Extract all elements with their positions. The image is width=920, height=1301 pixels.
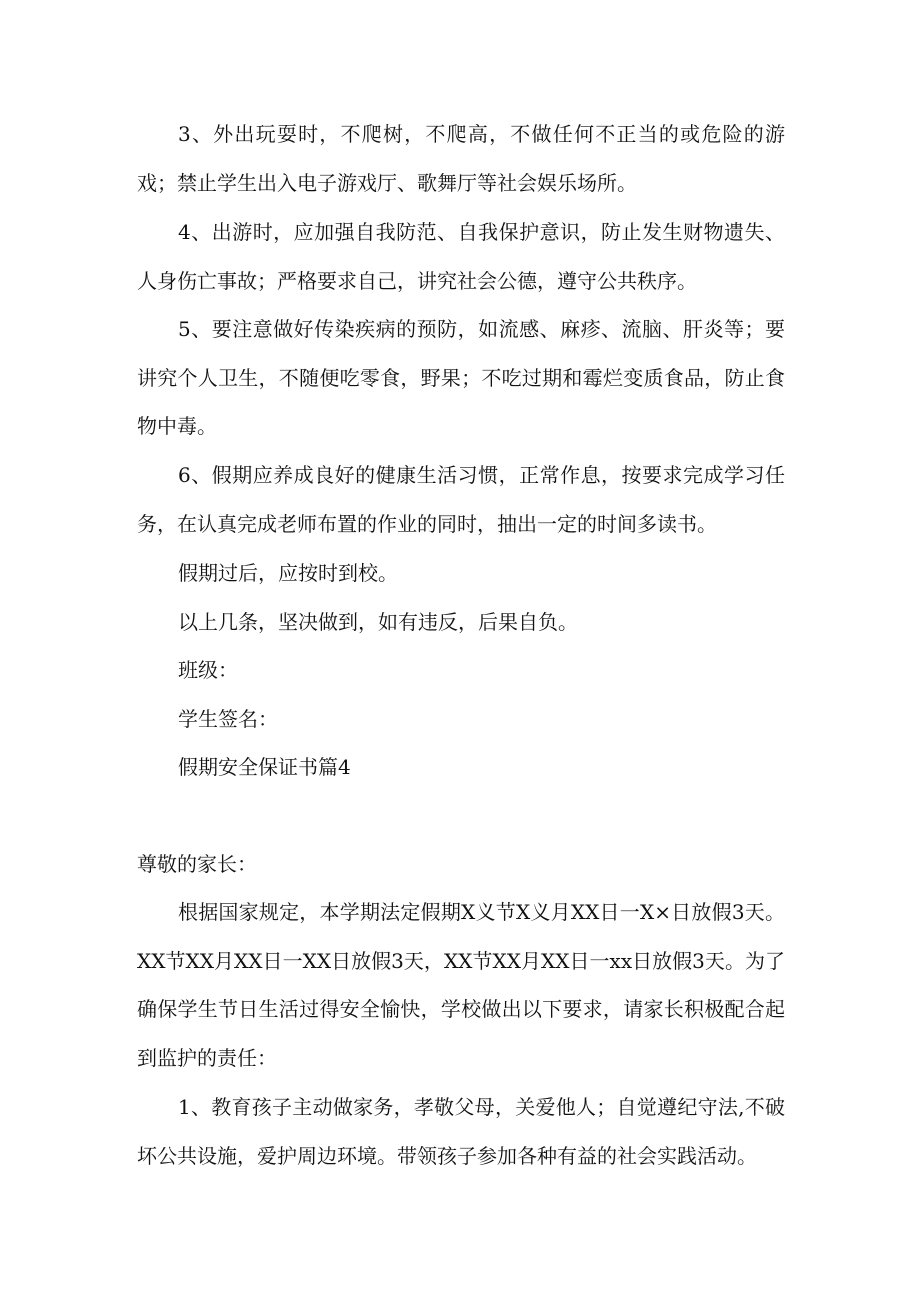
paragraph-holiday-schedule: 根据国家规定，本学期法定假期X义节X义月XX日一X×日放假3天。XX节XX月XX日一XX日放假3天，XX节XX月XX日一xx日放假3天。为了确保学生节日生活过得安全愉快，学校做出以下要求，请家长积极配合起到监护的责任：: [137, 900, 785, 1070]
class-label: 班级：: [178, 658, 238, 682]
paragraph-commitment: 以上几条，坚决做到，如有违反，后果自负。: [178, 610, 578, 634]
section-title: 假期安全保证书篇4: [178, 755, 351, 779]
salutation: 尊敬的家长：: [137, 852, 257, 876]
paragraph-return-notice: 假期过后，应按时到校。: [178, 561, 398, 585]
student-signature-label: 学生签名：: [178, 707, 278, 731]
paragraph-item-3: 3、外出玩耍时，不爬树，不爬高，不做任何不正当的或危险的游戏；禁止学生出入电子游戏厅、歌舞厅等社会娱乐场所。: [137, 122, 785, 195]
paragraph-item-5: 5、要注意做好传染疾病的预防，如流感、麻疹、流脑、肝炎等；要讲究个人卫生，不随便吃零食，野果；不吃过期和霉烂变质食品，防止食物中毒。: [137, 317, 785, 438]
paragraph-parent-item-1: 1、教育孩子主动做家务，孝敬父母，关爱他人；自觉遵纪守法,不破坏公共设施，爱护周边环境。带领孩子参加各种有益的社会实践活动。: [137, 1095, 785, 1168]
paragraph-item-6: 6、假期应养成良好的健康生活习惯，正常作息，按要求完成学习任务，在认真完成老师布置的作业的同时，抽出一定的时间多读书。: [137, 463, 785, 536]
paragraph-item-4: 4、出游时，应加强自我防范、自我保护意识，防止发生财物遗失、人身伤亡事故；严格要求自己，讲究社会公德，遵守公共秩序。: [137, 220, 785, 293]
